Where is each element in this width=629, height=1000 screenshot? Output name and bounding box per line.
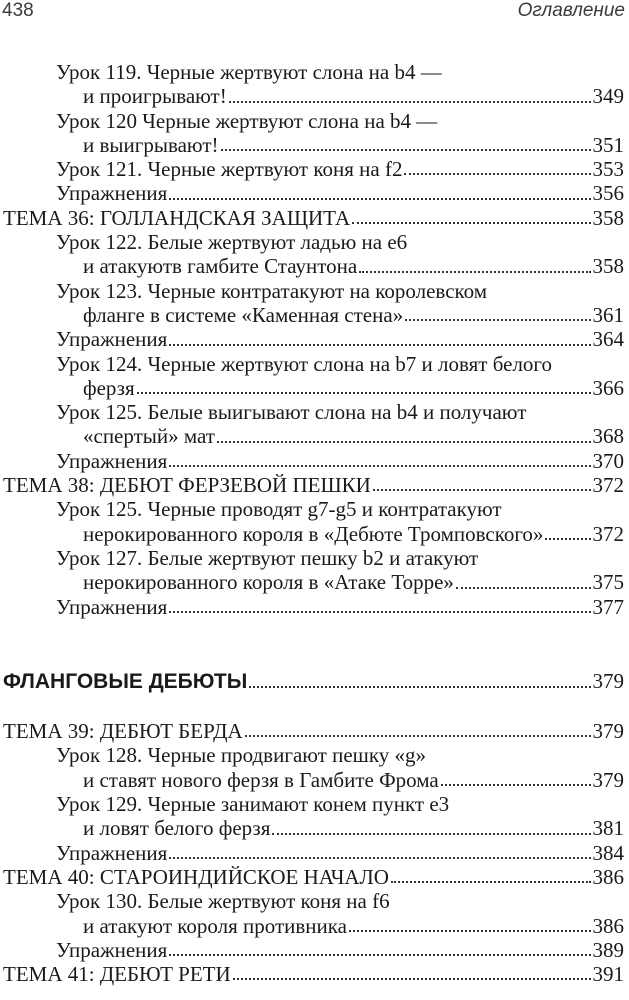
entry-title: Урок 120 Черные жертвуют слона на b4 — bbox=[56, 108, 438, 133]
toc-entry bbox=[0, 595, 629, 619]
dot-leader bbox=[441, 784, 591, 786]
toc-entry bbox=[0, 792, 629, 816]
entry-title: Урок 123. Черные контратакуют на королевском bbox=[56, 278, 488, 303]
toc-theme-entry bbox=[0, 473, 629, 497]
entry-title: Урок 129. Черные занимают конем пункт е3 bbox=[56, 792, 450, 817]
toc-entry bbox=[0, 352, 629, 376]
section-title: Оглавление bbox=[517, 0, 625, 21]
toc-entry bbox=[0, 376, 629, 400]
page-ref: 364 bbox=[592, 327, 624, 352]
dot-leader bbox=[217, 441, 591, 443]
entry-title: Урок 130. Белые жертвуют коня на f6 bbox=[56, 889, 390, 914]
entry-title: ТЕМА 41: ДЕБЮТ РЕТИ bbox=[3, 962, 231, 987]
toc-entry bbox=[0, 743, 629, 767]
toc-entry bbox=[0, 570, 629, 594]
entry-title: Упражнения bbox=[56, 181, 168, 206]
entry-title: ферзя bbox=[83, 375, 135, 400]
entry-title: и ставят нового ферзя в Гамбите Фрома bbox=[83, 767, 439, 792]
dot-leader bbox=[169, 611, 590, 613]
page-number: 438 bbox=[2, 0, 34, 21]
toc-entry bbox=[0, 938, 629, 962]
page-ref: 375 bbox=[592, 570, 624, 595]
dot-leader bbox=[349, 930, 591, 932]
page-ref: 358 bbox=[592, 254, 624, 279]
dot-leader bbox=[373, 489, 591, 491]
entry-title: ТЕМА 38: ДЕБЮТ ФЕРЗЕВОЙ ПЕШКИ bbox=[3, 473, 371, 498]
page-ref: 391 bbox=[592, 962, 624, 987]
page-ref: 372 bbox=[592, 521, 624, 546]
page-ref: 349 bbox=[592, 84, 624, 109]
entry-title: и атакуютв гамбите Стаунтона bbox=[83, 254, 358, 279]
entry-title: ТЕМА 36: ГОЛЛАНДСКАЯ ЗАЩИТА bbox=[3, 205, 351, 230]
page-ref: 379 bbox=[592, 668, 624, 693]
part-title: ФЛАНГОВЫЕ ДЕБЮТЫ bbox=[3, 669, 248, 693]
toc-part-heading bbox=[0, 669, 629, 693]
page-ref: 372 bbox=[592, 473, 624, 498]
toc-entry bbox=[0, 424, 629, 448]
toc-theme-entry bbox=[0, 719, 629, 743]
page-ref: 366 bbox=[592, 375, 624, 400]
entry-title: нерокированного короля в «Атаке Торре» bbox=[83, 570, 454, 595]
spacer bbox=[0, 619, 629, 669]
entry-title: и выигрывают! bbox=[83, 132, 219, 157]
toc-theme-entry bbox=[0, 865, 629, 889]
toc-theme-entry bbox=[0, 962, 629, 986]
entry-title: Урок 125. Белые выигывают слона на b4 и получают bbox=[56, 400, 527, 425]
table-of-contents bbox=[0, 60, 629, 986]
page-ref: 384 bbox=[592, 840, 624, 865]
toc-entry bbox=[0, 157, 629, 181]
entry-title: Урок 122. Белые жертвуют ладью на е6 bbox=[56, 230, 408, 255]
entry-title: и проигрывают! bbox=[83, 84, 227, 109]
toc-entry bbox=[0, 109, 629, 133]
entry-title: фланге в системе «Каменная стена» bbox=[83, 302, 404, 327]
page-ref: 370 bbox=[592, 448, 624, 473]
toc-entry bbox=[0, 303, 629, 327]
toc-block-2 bbox=[0, 719, 629, 986]
dot-leader bbox=[456, 587, 591, 589]
page-ref: 386 bbox=[592, 913, 624, 938]
entry-title: Урок 127. Белые жертвуют пешку b2 и атакуют bbox=[56, 545, 479, 570]
entry-title: Урок 124. Черные жертвуют слона на b7 и ловят белого bbox=[56, 351, 553, 376]
toc-entry bbox=[0, 497, 629, 521]
dot-leader bbox=[233, 978, 591, 980]
entry-title: Урок 125. Черные проводят g7-g5 и контратакуют bbox=[56, 497, 502, 522]
entry-title: и атакуют короля противника bbox=[83, 913, 347, 938]
dot-leader bbox=[229, 101, 591, 103]
dot-leader bbox=[404, 173, 590, 175]
page-ref: 377 bbox=[592, 594, 624, 619]
spacer bbox=[0, 693, 629, 719]
entry-title: Урок 121. Черные жертвуют коня на f2 bbox=[56, 157, 403, 182]
page-ref: 386 bbox=[592, 864, 624, 889]
entry-title: ТЕМА 40: СТАРОИНДИЙСКОЕ НАЧАЛО bbox=[3, 864, 389, 889]
dot-leader bbox=[169, 954, 590, 956]
toc-entry bbox=[0, 400, 629, 424]
toc-entry bbox=[0, 914, 629, 938]
dot-leader bbox=[221, 149, 591, 151]
page-ref: 351 bbox=[592, 132, 624, 157]
toc-entry bbox=[0, 327, 629, 351]
dot-leader bbox=[169, 198, 590, 200]
entry-title: и ловят белого ферзя bbox=[83, 816, 271, 841]
entry-title: Упражнения bbox=[56, 327, 168, 352]
toc-entry bbox=[0, 522, 629, 546]
toc-entry bbox=[0, 768, 629, 792]
toc-theme-entry bbox=[0, 206, 629, 230]
dot-leader bbox=[391, 881, 591, 883]
page-ref: 379 bbox=[592, 719, 624, 744]
entry-title: Упражнения bbox=[56, 448, 168, 473]
toc-entry bbox=[0, 133, 629, 157]
dot-leader bbox=[545, 538, 590, 540]
page-ref: 356 bbox=[592, 181, 624, 206]
entry-title: Упражнения bbox=[56, 594, 168, 619]
page-header bbox=[0, 0, 629, 30]
dot-leader bbox=[352, 222, 590, 224]
page-ref: 368 bbox=[592, 424, 624, 449]
dot-leader bbox=[169, 344, 590, 346]
entry-title: ТЕМА 39: ДЕБЮТ БЕРДА bbox=[3, 719, 243, 744]
entry-title: «спертый» мат bbox=[83, 424, 215, 449]
dot-leader bbox=[359, 271, 590, 273]
dot-leader bbox=[137, 392, 591, 394]
toc-entry bbox=[0, 816, 629, 840]
toc-entry bbox=[0, 449, 629, 473]
page-ref: 358 bbox=[592, 205, 624, 230]
dot-leader bbox=[249, 686, 590, 688]
page-ref: 353 bbox=[592, 157, 624, 182]
toc-entry bbox=[0, 181, 629, 205]
toc-entry bbox=[0, 60, 629, 84]
toc-entry bbox=[0, 841, 629, 865]
toc-entry bbox=[0, 546, 629, 570]
dot-leader bbox=[245, 735, 591, 737]
dot-leader bbox=[169, 857, 590, 859]
dot-leader bbox=[169, 465, 590, 467]
toc-entry bbox=[0, 279, 629, 303]
toc-entry bbox=[0, 254, 629, 278]
toc-block-1 bbox=[0, 60, 629, 619]
dot-leader bbox=[405, 319, 590, 321]
toc-entry bbox=[0, 84, 629, 108]
toc-entry bbox=[0, 889, 629, 913]
toc-entry bbox=[0, 230, 629, 254]
entry-title: Упражнения bbox=[56, 937, 168, 962]
entry-title: Урок 128. Черные продвигают пешку «g» bbox=[56, 743, 426, 768]
entry-title: нерокированного короля в «Дебюте Тромповского» bbox=[83, 521, 544, 546]
page-ref: 379 bbox=[592, 767, 624, 792]
page-ref: 389 bbox=[592, 937, 624, 962]
entry-title: Урок 119. Черные жертвуют слона на b4 — bbox=[56, 60, 442, 84]
dot-leader bbox=[272, 833, 590, 835]
page-ref: 381 bbox=[592, 816, 624, 841]
entry-title: Упражнения bbox=[56, 840, 168, 865]
page-ref: 361 bbox=[592, 302, 624, 327]
